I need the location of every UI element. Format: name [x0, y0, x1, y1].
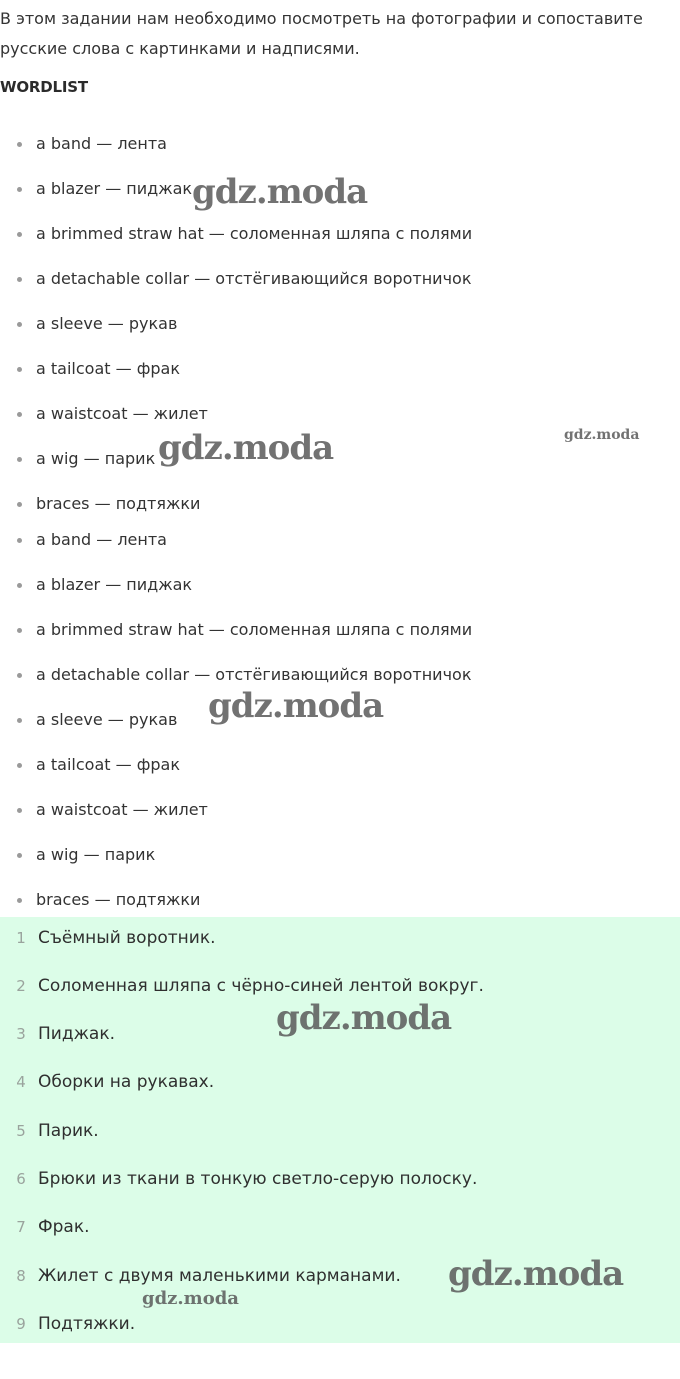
answer-number: 7 [16, 1218, 26, 1236]
answer-text: Оборки на рукавах. [38, 1072, 215, 1092]
watermark: gdz.moda [208, 686, 384, 726]
answer-text: Брюки из ткани в тонкую светло-серую полоску. [38, 1169, 478, 1189]
bullet-icon [17, 457, 22, 462]
watermark: gdz.moda [448, 1254, 624, 1294]
list-item-text: a brimmed straw hat — соломенная шляпа с полями [36, 224, 473, 243]
answer-row [0, 1312, 680, 1336]
bullet-icon [17, 808, 22, 813]
answer-row [0, 974, 680, 998]
bullet-icon [17, 583, 22, 588]
bullet-icon [17, 718, 22, 723]
watermark: gdz.moda [276, 998, 452, 1038]
list-item-text: a wig — парик [36, 449, 156, 468]
list-item [36, 314, 177, 334]
list-item [36, 710, 177, 730]
watermark: gdz.moda [142, 1288, 239, 1309]
list-item-text: a sleeve — рукав [36, 314, 178, 333]
wordlist-heading: WORDLIST [0, 78, 88, 96]
answer-number: 2 [16, 977, 26, 995]
list-item-text: braces — подтяжки [36, 890, 201, 909]
answer-number: 1 [16, 929, 26, 947]
answer-row [0, 1070, 680, 1094]
list-item [36, 449, 155, 469]
answer-row [0, 1119, 680, 1143]
answer-row [0, 926, 680, 950]
answer-text: Пиджак. [38, 1024, 115, 1044]
list-item-text: a blazer — пиджак [36, 179, 193, 198]
answer-number: 3 [16, 1025, 26, 1043]
bullet-icon [17, 277, 22, 282]
list-item-text: a sleeve — рукав [36, 710, 178, 729]
bullet-icon [17, 367, 22, 372]
list-item-text: a waistcoat — жилет [36, 800, 208, 819]
answer-row [0, 1215, 680, 1239]
answer-text: Фрак. [38, 1217, 90, 1237]
watermark: gdz.moda [158, 428, 334, 468]
list-item-text: a detachable collar — отстёгивающийся воротничок [36, 665, 472, 684]
list-item [36, 575, 192, 595]
list-item-text: a band — лента [36, 530, 167, 549]
list-item-text: a waistcoat — жилет [36, 404, 208, 423]
list-item [36, 404, 208, 424]
list-item-text: a wig — парик [36, 845, 156, 864]
list-item [36, 269, 471, 289]
list-item-text: a band — лента [36, 134, 167, 153]
answer-text: Съёмный воротник. [38, 928, 216, 948]
list-item [36, 494, 200, 514]
list-item-text: a tailcoat — фрак [36, 755, 180, 774]
bullet-icon [17, 232, 22, 237]
answer-text: Жилет с двумя маленькими карманами. [38, 1266, 401, 1286]
list-item [36, 755, 180, 775]
answer-number: 8 [16, 1267, 26, 1285]
bullet-icon [17, 898, 22, 903]
list-item-text: a detachable collar — отстёгивающийся воротничок [36, 269, 472, 288]
list-item [36, 845, 155, 865]
bullet-icon [17, 673, 22, 678]
answer-text: Соломенная шляпа с чёрно-синей лентой вокруг. [38, 976, 484, 996]
list-item-text: a brimmed straw hat — соломенная шляпа с полями [36, 620, 473, 639]
list-item-text: a blazer — пиджак [36, 575, 193, 594]
list-item [36, 530, 167, 550]
bullet-icon [17, 322, 22, 327]
answer-text: Подтяжки. [38, 1314, 136, 1334]
bullet-icon [17, 628, 22, 633]
list-item [36, 359, 180, 379]
bullet-icon [17, 412, 22, 417]
bullet-icon [17, 763, 22, 768]
bullet-icon [17, 538, 22, 543]
answer-number: 9 [16, 1315, 26, 1333]
answer-number: 4 [16, 1073, 26, 1091]
list-item [36, 224, 472, 244]
list-item [36, 179, 192, 199]
answer-number: 6 [16, 1170, 26, 1188]
bullet-icon [17, 187, 22, 192]
list-item [36, 134, 167, 154]
watermark: gdz.moda [564, 427, 640, 443]
list-item [36, 890, 200, 910]
list-item-text: a tailcoat — фрак [36, 359, 180, 378]
bullet-icon [17, 142, 22, 147]
answer-text: Парик. [38, 1121, 99, 1141]
list-item [36, 800, 208, 820]
answer-number: 5 [16, 1122, 26, 1140]
intro-text: В этом задании нам необходимо посмотреть на фотографии и сопоставите русские слова с картинками и надписями. [0, 9, 643, 58]
answer-row [0, 1167, 680, 1191]
watermark: gdz.moda [192, 172, 368, 212]
list-item-text: braces — подтяжки [36, 494, 201, 513]
bullet-icon [17, 502, 22, 507]
list-item [36, 665, 471, 685]
bullet-icon [17, 853, 22, 858]
list-item [36, 620, 472, 640]
